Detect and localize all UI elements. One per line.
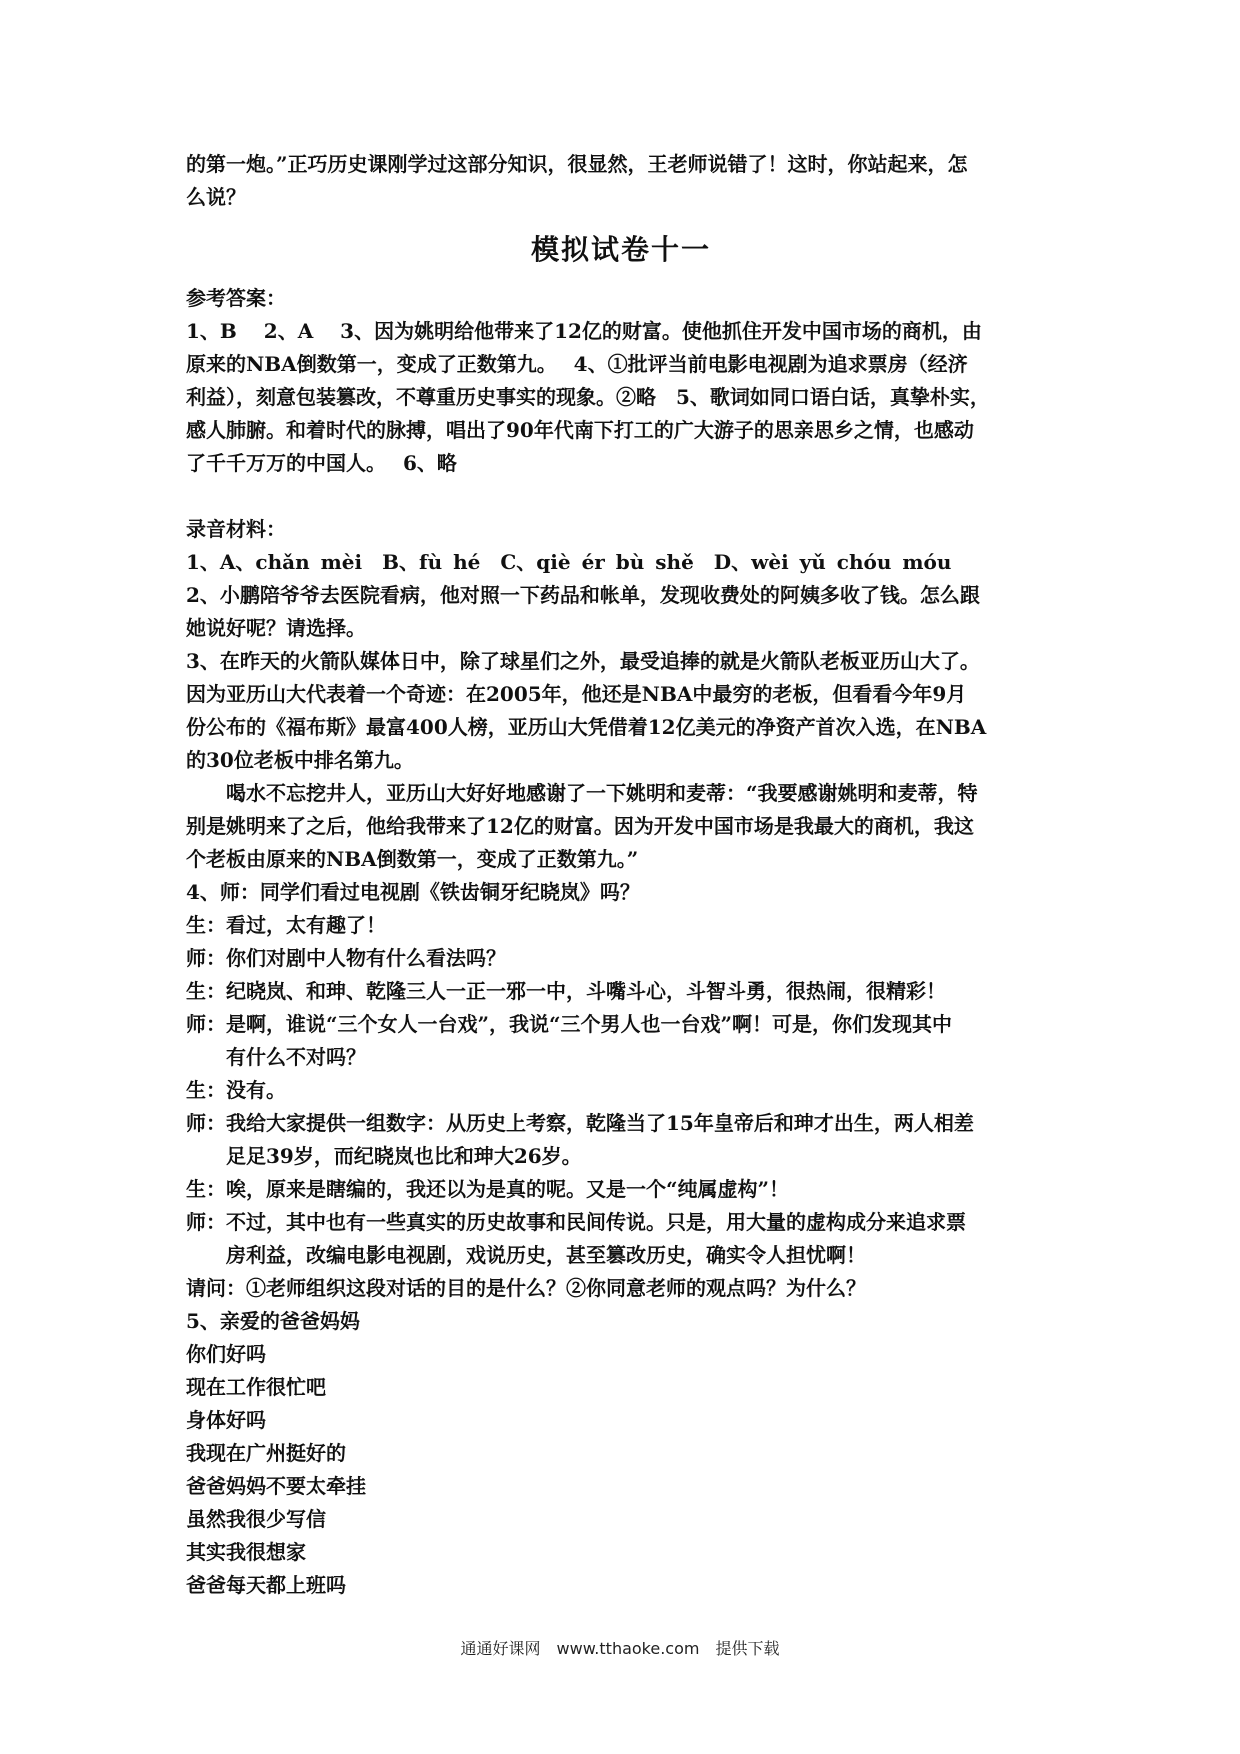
dialogue-line: 生：看过，太有趣了！ — [186, 913, 386, 937]
lyric-line: 虽然我很少写信 — [186, 1507, 326, 1531]
question-3-line: 份公布的《福布斯》最富400人榜，亚历山大凭借着12亿美元的净资产首次入选，在NBA — [186, 715, 987, 739]
dialogue-line-continued: 有什么不对吗？ — [226, 1045, 366, 1069]
answers-label: 参考答案： — [186, 286, 286, 310]
answers-line: 1、B 2、A 3、因为姚明给他带来了12亿的财富。使他抓住开发中国市场的商机，由 — [186, 319, 982, 343]
dialogue-line: 师：不过，其中也有一些真实的历史故事和民间传说。只是，用大量的虚构成分来追求票 — [186, 1210, 966, 1234]
dialogue-line: 生：没有。 — [186, 1078, 286, 1102]
intro-line-2: 么说？ — [186, 185, 246, 209]
question-1-options: 1、A、chǎn mèi B、fù hé C、qiè ér bù shě D、wèi yǔ chóu móu — [186, 550, 952, 574]
answers-line: 感人肺腑。和着时代的脉搏，唱出了90年代南下打工的广大游子的思亲思乡之情，也感动 — [186, 418, 974, 442]
question-3-paragraph-line: 喝水不忘挖井人，亚历山大好好地感谢了一下姚明和麦蒂：“我要感谢姚明和麦蒂，特 — [226, 781, 978, 805]
page-footer: 通通好课网 www.tthaoke.com 提供下载 — [460, 1639, 780, 1658]
page-content — [186, 148, 1056, 1602]
answers-line: 利益），刻意包装篡改，不尊重历史事实的现象。②略 5、歌词如同口语白话，真挚朴实， — [186, 385, 990, 409]
answers-line: 原来的NBA倒数第一，变成了正数第九。 4、①批评当前电影电视剧为追求票房（经济 — [186, 352, 968, 376]
page-title: 模拟试卷十一 — [530, 233, 711, 266]
section-gap — [186, 480, 1056, 513]
dialogue-line: 生：唉，原来是瞎编的，我还以为是真的呢。又是一个“纯属虚构”！ — [186, 1177, 790, 1201]
recording-label: 录音材料： — [186, 517, 286, 541]
lyric-line: 爸爸每天都上班吗 — [186, 1573, 346, 1597]
lyric-line: 其实我很想家 — [186, 1540, 306, 1564]
dialogue-line: 师：你们对剧中人物有什么看法吗？ — [186, 946, 506, 970]
answers-line: 了千千万万的中国人。 6、略 — [186, 451, 457, 475]
lyric-line: 你们好吗 — [186, 1342, 266, 1366]
question-3-line: 因为亚历山大代表着一个奇迹：在2005年，他还是NBA中最穷的老板，但看看今年9月 — [186, 682, 967, 706]
lyric-line: 身体好吗 — [186, 1408, 266, 1432]
lyric-line: 我现在广州挺好的 — [186, 1441, 346, 1465]
lyric-line: 爸爸妈妈不要太牵挂 — [186, 1474, 366, 1498]
dialogue-line: 师：是啊，谁说“三个女人一台戏”，我说“三个男人也一台戏”啊！可是，你们发现其中 — [186, 1012, 953, 1036]
dialogue-line: 师：我给大家提供一组数字：从历史上考察，乾隆当了15年皇帝后和珅才出生，两人相差 — [186, 1111, 974, 1135]
dialogue-line-continued: 房利益，改编电影电视剧，戏说历史，甚至篡改历史，确实令人担忧啊！ — [226, 1243, 866, 1267]
question-3-paragraph-line: 别是姚明来了之后，他给我带来了12亿的财富。因为开发中国市场是我最大的商机，我这 — [186, 814, 974, 838]
question-2-line: 2、小鹏陪爷爷去医院看病，他对照一下药品和帐单，发现收费处的阿姨多收了钱。怎么跟 — [186, 583, 980, 607]
dialogue-line: 生：纪晓岚、和珅、乾隆三人一正一邪一中，斗嘴斗心，斗智斗勇，很热闹，很精彩！ — [186, 979, 946, 1003]
question-4-heading: 4、师：同学们看过电视剧《铁齿铜牙纪晓岚》吗？ — [186, 880, 640, 904]
question-4-prompt: 请问：①老师组织这段对话的目的是什么？②你同意老师的观点吗？为什么？ — [186, 1276, 866, 1300]
dialogue-line-continued: 足足39岁，而纪晓岚也比和珅大26岁。 — [226, 1144, 582, 1168]
intro-line-1: 的第一炮。”正巧历史课刚学过这部分知识，很显然，王老师说错了！这时，你站起来，怎 — [186, 152, 968, 176]
question-2-line: 她说好呢？请选择。 — [186, 616, 366, 640]
question-3-paragraph-line: 个老板由原来的NBA倒数第一，变成了正数第九。” — [186, 847, 639, 871]
lyric-line: 现在工作很忙吧 — [186, 1375, 326, 1399]
question-3-line: 3、在昨天的火箭队媒体日中，除了球星们之外，最受追捧的就是火箭队老板亚历山大了。 — [186, 649, 980, 673]
question-3-line: 的30位老板中排名第九。 — [186, 748, 414, 772]
question-5-heading: 5、亲爱的爸爸妈妈 — [186, 1309, 360, 1333]
